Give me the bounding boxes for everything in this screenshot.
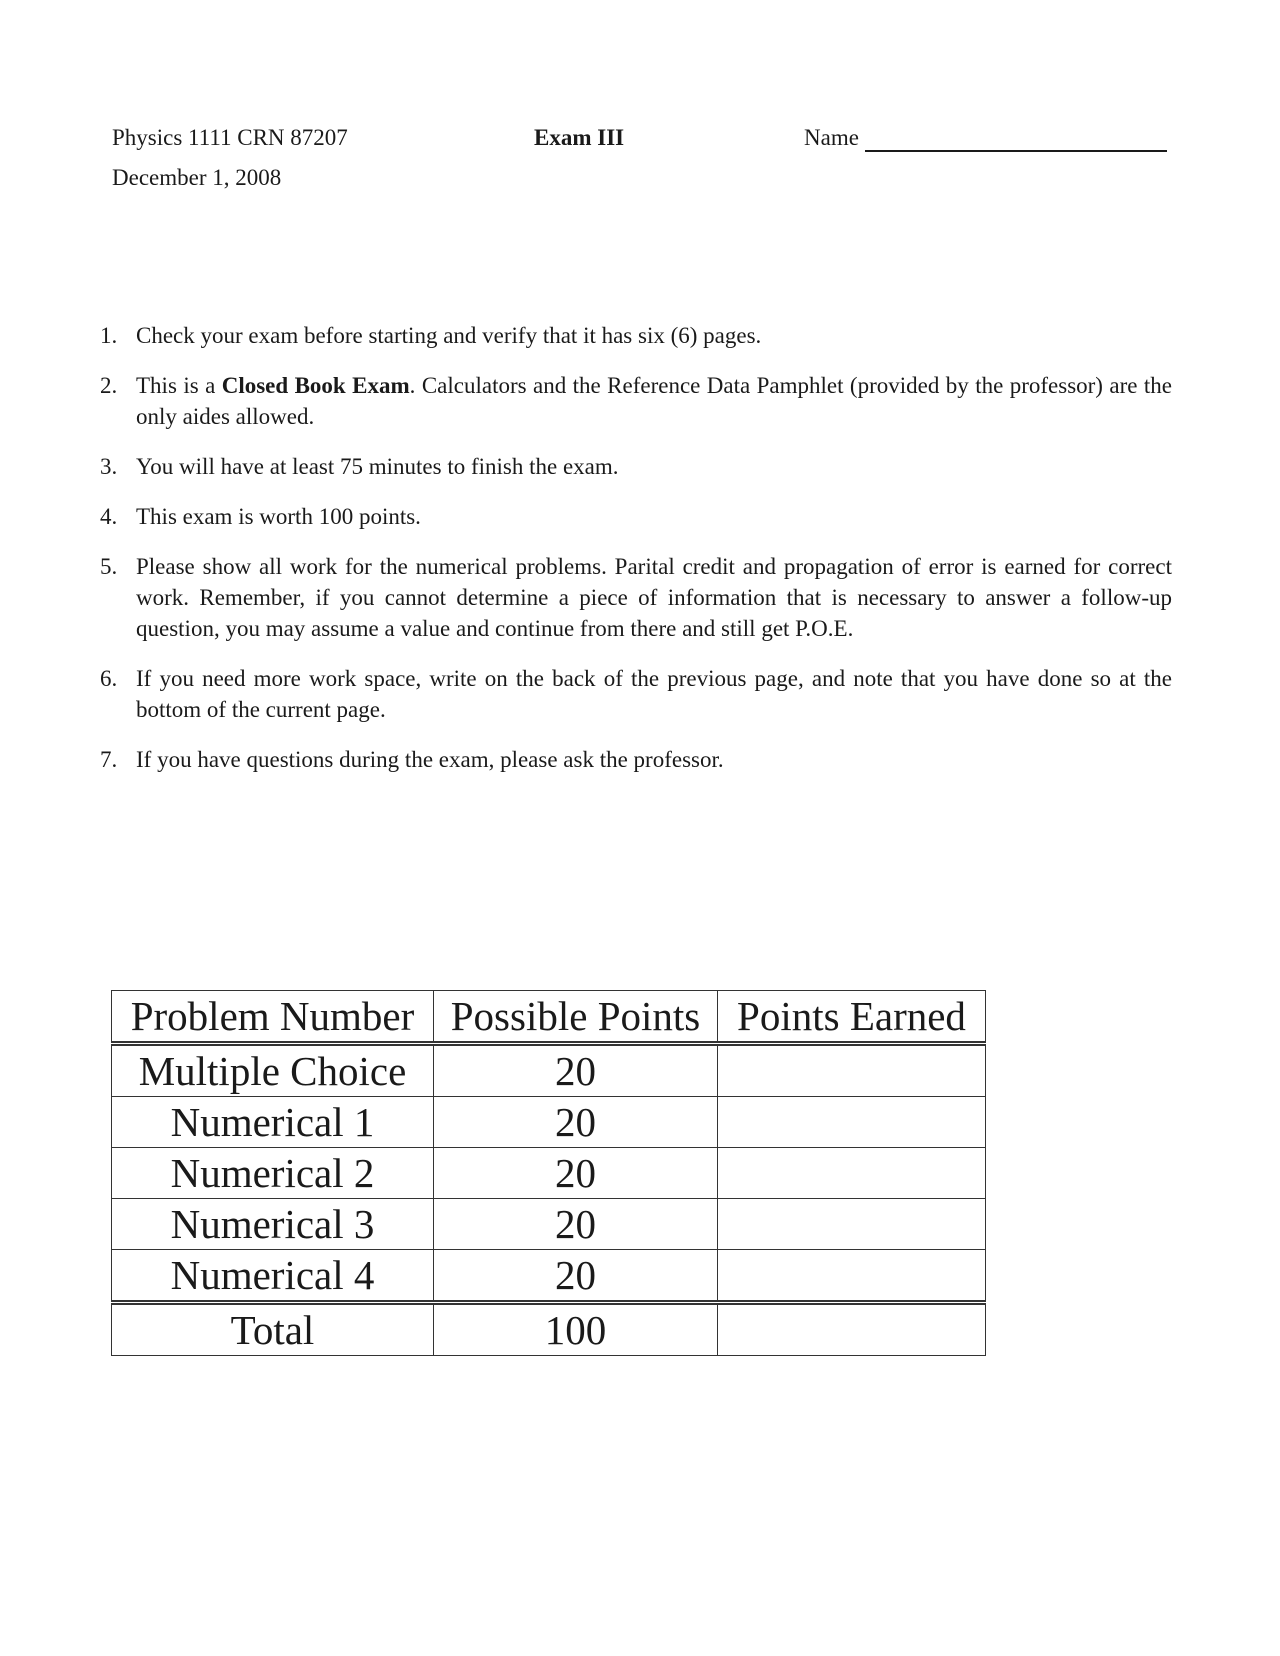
instruction-number: 4. — [100, 504, 118, 529]
problem-cell: Numerical 3 — [112, 1199, 434, 1250]
closed-book-emphasis: Closed Book Exam — [221, 373, 410, 398]
points-earned-cell[interactable] — [718, 1148, 986, 1199]
instruction-number: 2. — [100, 373, 118, 398]
table-row — [112, 1199, 986, 1250]
header-possible-points: Possible Points — [434, 991, 718, 1044]
total-possible-cell: 100 — [434, 1303, 718, 1356]
points-earned-cell[interactable] — [718, 1250, 986, 1303]
table-row — [112, 1097, 986, 1148]
name-field — [804, 124, 1167, 152]
total-earned-cell[interactable] — [718, 1303, 986, 1356]
possible-points-cell: 20 — [434, 1097, 718, 1148]
instruction-text: This exam is worth 100 points. — [136, 504, 421, 529]
table-row — [112, 1148, 986, 1199]
possible-points-cell: 20 — [434, 1250, 718, 1303]
total-row — [112, 1303, 986, 1356]
instruction-text: Check your exam before starting and verify that it has six (6) pages. — [136, 323, 762, 348]
instruction-number: 3. — [100, 454, 118, 479]
instruction-item — [100, 451, 1172, 482]
course-info: Physics 1111 CRN 87207 — [112, 125, 348, 150]
points-earned-cell[interactable] — [718, 1097, 986, 1148]
instruction-number: 1. — [100, 323, 118, 348]
name-label: Name — [804, 125, 859, 150]
table-header-row — [112, 991, 986, 1044]
problem-cell: Numerical 1 — [112, 1097, 434, 1148]
instruction-item — [100, 744, 1172, 775]
instruction-text: If you have questions during the exam, please ask the professor. — [136, 747, 724, 772]
instruction-number: 7. — [100, 747, 118, 772]
instruction-item — [100, 501, 1172, 532]
points-earned-cell[interactable] — [718, 1199, 986, 1250]
exam-title: Exam III — [534, 125, 625, 150]
points-earned-cell[interactable] — [718, 1044, 986, 1097]
instructions-list — [100, 320, 1172, 794]
name-blank-line[interactable] — [865, 126, 1167, 152]
header-points-earned: Points Earned — [718, 991, 986, 1044]
instruction-text: Please show all work for the numerical problems. Parital credit and propagation of error is earned for correct work. Remember, if you cannot determine a piece of information that is necessary to answer a follow-up question, you may assume a value and continue from there and still get P.O.E. — [136, 554, 1172, 641]
exam-date: December 1, 2008 — [112, 165, 282, 190]
problem-cell: Multiple Choice — [112, 1044, 434, 1097]
possible-points-cell: 20 — [434, 1148, 718, 1199]
instruction-number: 6. — [100, 666, 118, 691]
instruction-item — [100, 663, 1172, 725]
header-problem-number: Problem Number — [112, 991, 434, 1044]
problem-cell: Numerical 2 — [112, 1148, 434, 1199]
instruction-item — [100, 551, 1172, 644]
problem-cell: Numerical 4 — [112, 1250, 434, 1303]
total-label-cell: Total — [112, 1303, 434, 1356]
instruction-item — [100, 320, 1172, 351]
instruction-number: 5. — [100, 554, 118, 579]
instruction-text: This is a Closed Book Exam. Calculators and the Reference Data Pamphlet (provided by the professor) are the only aides allowed. — [136, 373, 1172, 429]
score-table — [111, 990, 986, 1356]
instruction-item — [100, 370, 1172, 432]
possible-points-cell: 20 — [434, 1199, 718, 1250]
instruction-text: You will have at least 75 minutes to finish the exam. — [136, 454, 619, 479]
table-row — [112, 1250, 986, 1303]
table-row — [112, 1044, 986, 1097]
instruction-text: If you need more work space, write on the back of the previous page, and note that you have done so at the bottom of the current page. — [136, 666, 1172, 722]
possible-points-cell: 20 — [434, 1044, 718, 1097]
